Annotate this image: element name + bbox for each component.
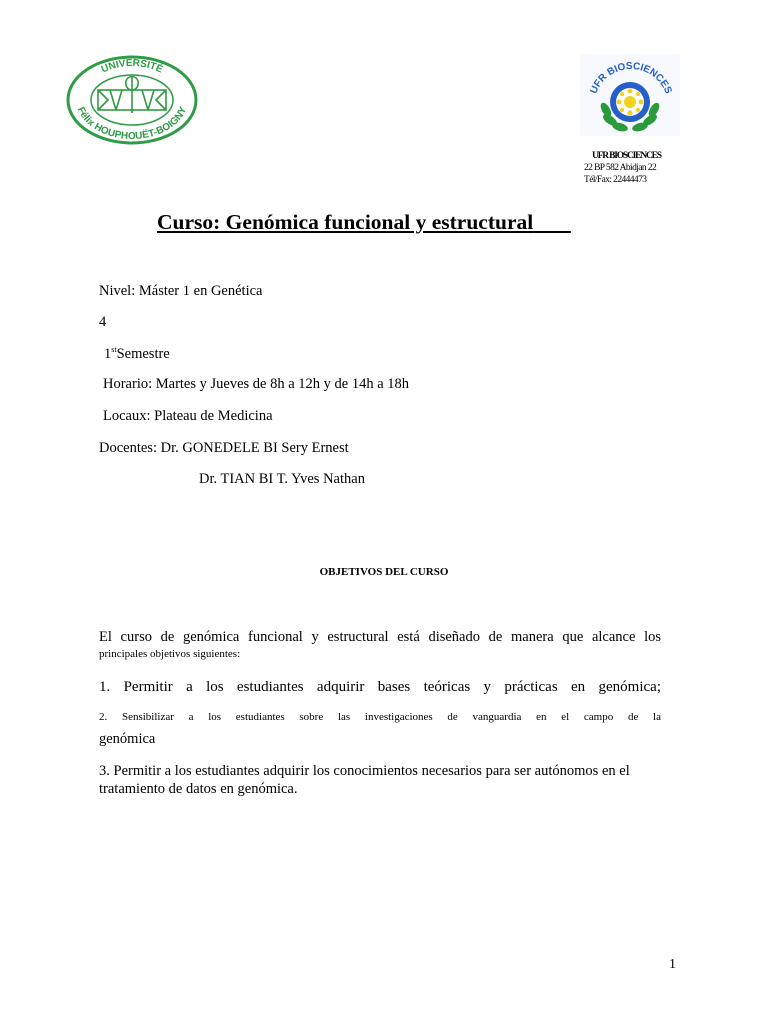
semestre-number: 1 <box>104 346 112 362</box>
semestre-line <box>104 345 170 363</box>
objetivo-item-1: 1. Permitir a los estudiantes adquirir bases teóricas y prácticas en genómica; <box>99 679 661 695</box>
objetivos-heading: OBJETIVOS DEL CURSO <box>319 566 449 578</box>
objetivo-item-2-line2: genómica <box>99 731 156 747</box>
objetivos-intro-line1: El curso de genómica funcional y estructural está diseñado de manera que alcance los <box>99 629 661 645</box>
university-logo <box>66 55 198 145</box>
nivel-line: Nivel: Máster 1 en Genética <box>99 283 263 299</box>
horario-line: Horario: Martes y Jueves de 8h a 12h y de 14h a 18h <box>103 376 410 392</box>
university-logo-top-text: UNIVERSITÉ <box>99 57 165 76</box>
course-title <box>157 210 571 235</box>
course-title-text: Curso: Genómica funcional y estructural <box>157 210 534 234</box>
ufr-name: UFR BIOSCIENCES <box>592 151 661 161</box>
ufr-phone: Tél/Fax: 22444473 <box>584 175 647 185</box>
ufr-contact-info <box>584 150 661 186</box>
objetivo-item-2-line1: 2. Sensibilizar a los estudiantes sobre las investigaciones de vanguardia en el campo de la <box>99 711 661 723</box>
locaux-line: Locaux: Plateau de Medicina <box>103 408 273 424</box>
docentes-line: Docentes: Dr. GONEDELE BI Sery Ernest <box>99 440 349 456</box>
page-number: 1 <box>669 957 676 972</box>
objetivos-intro-line2: principales objetivos siguientes: <box>99 648 241 660</box>
credits-line: 4 <box>99 314 107 330</box>
semestre-text: Semestre <box>116 346 170 362</box>
docente2-line: Dr. TIAN BI T. Yves Nathan <box>199 471 365 487</box>
semestre-superscript: st <box>111 345 117 354</box>
ufr-logo-text: UFR BIOSCIENCES <box>588 60 674 96</box>
university-logo-bottom-text: Félix HOUPHOUËT-BOIGNY <box>74 105 190 143</box>
objetivo-item-3: 3. Permitir a los estudiantes adquirir los conocimientos necesarios para ser autónomos en el tratamiento de datos en genómica. <box>99 763 630 797</box>
ufr-biosciences-logo <box>580 54 680 136</box>
ufr-address: 22 BP 582 Abidjan 22 <box>584 163 657 173</box>
